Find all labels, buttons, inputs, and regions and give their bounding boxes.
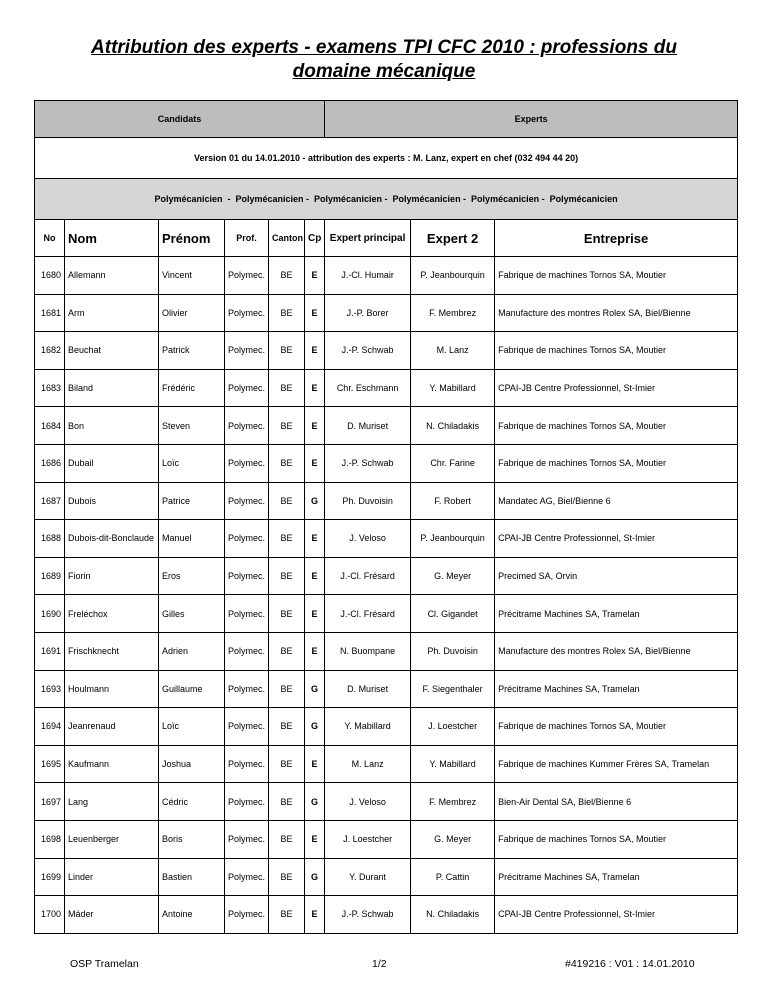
cell-expert-principal: Y. Durant [325, 858, 411, 896]
table-row [35, 332, 738, 370]
cell-entreprise: Fabrique de machines Tornos SA, Moutier [495, 444, 738, 482]
cell-entreprise: Manufacture des montres Rolex SA, Biel/Bienne [495, 294, 738, 332]
cell-canton: BE [269, 257, 305, 295]
cell-expert2: Ph. Duvoisin [411, 632, 495, 670]
cell-nom: Lang [65, 783, 159, 821]
cell-prenom: Joshua [159, 745, 225, 783]
cell-prof: Polymec. [225, 708, 269, 746]
column-header-row [35, 220, 738, 257]
cell-entreprise: Fabrique de machines Tornos SA, Moutier [495, 820, 738, 858]
cell-expert2: Y. Mabillard [411, 745, 495, 783]
cell-canton: BE [269, 896, 305, 934]
cell-expert2: Chr. Farine [411, 444, 495, 482]
cell-canton: BE [269, 708, 305, 746]
cell-cp: G [305, 708, 325, 746]
cell-prenom: Steven [159, 407, 225, 445]
cell-prof: Polymec. [225, 595, 269, 633]
cell-prenom: Vincent [159, 257, 225, 295]
document-title [0, 36, 768, 84]
cell-canton: BE [269, 407, 305, 445]
cell-entreprise: Bien-Air Dental SA, Biel/Bienne 6 [495, 783, 738, 821]
table-row [35, 407, 738, 445]
cell-entreprise: Fabrique de machines Kummer Frères SA, Tramelan [495, 745, 738, 783]
cell-expert-principal: J. Veloso [325, 783, 411, 821]
cell-nom: Kaufmann [65, 745, 159, 783]
table-row [35, 557, 738, 595]
cell-cp: G [305, 783, 325, 821]
cell-entreprise: CPAI-JB Centre Professionnel, St-Imier [495, 520, 738, 558]
cell-prenom: Patrice [159, 482, 225, 520]
cell-entreprise: Précitrame Machines SA, Tramelan [495, 858, 738, 896]
cell-nom: Linder [65, 858, 159, 896]
cell-canton: BE [269, 632, 305, 670]
cell-prenom: Adrien [159, 632, 225, 670]
cell-prenom: Gilles [159, 595, 225, 633]
cell-cp: E [305, 369, 325, 407]
cell-prof: Polymec. [225, 632, 269, 670]
col-header-cp: Cp [305, 220, 325, 257]
cell-no: 1686 [35, 444, 65, 482]
cell-no: 1697 [35, 783, 65, 821]
cell-expert2: Cl. Gigandet [411, 595, 495, 633]
cell-cp: E [305, 595, 325, 633]
cell-nom: Beuchat [65, 332, 159, 370]
cell-nom: Houlmann [65, 670, 159, 708]
cell-canton: BE [269, 595, 305, 633]
table-row [35, 896, 738, 934]
cell-expert-principal: Chr. Eschmann [325, 369, 411, 407]
col-header-canton: Canton [269, 220, 305, 257]
table-row [35, 708, 738, 746]
cell-no: 1690 [35, 595, 65, 633]
cell-expert-principal: J.-P. Schwab [325, 896, 411, 934]
cell-canton: BE [269, 783, 305, 821]
cell-nom: Frischknecht [65, 632, 159, 670]
cell-expert2: F. Robert [411, 482, 495, 520]
col-header-prof: Prof. [225, 220, 269, 257]
section-header-row [35, 101, 738, 138]
cell-entreprise: Fabrique de machines Tornos SA, Moutier [495, 257, 738, 295]
cell-prenom: Patrick [159, 332, 225, 370]
cell-no: 1693 [35, 670, 65, 708]
footer-doc-reference: #419216 : V01 : 14.01.2010 [565, 958, 695, 970]
cell-prenom: Loïc [159, 708, 225, 746]
cell-expert-principal: J.-P. Schwab [325, 444, 411, 482]
cell-nom: Allemann [65, 257, 159, 295]
cell-nom: Dubois-dit-Bonclaude [65, 520, 159, 558]
cell-expert2: F. Membrez [411, 783, 495, 821]
cell-prenom: Loïc [159, 444, 225, 482]
cell-canton: BE [269, 557, 305, 595]
cell-no: 1681 [35, 294, 65, 332]
cell-nom: Biland [65, 369, 159, 407]
cell-expert2: N. Chiladakis [411, 407, 495, 445]
cell-prof: Polymec. [225, 783, 269, 821]
cell-prenom: Manuel [159, 520, 225, 558]
cell-canton: BE [269, 332, 305, 370]
cell-entreprise: CPAI-JB Centre Professionnel, St-Imier [495, 369, 738, 407]
cell-cp: E [305, 520, 325, 558]
cell-prof: Polymec. [225, 369, 269, 407]
cell-prof: Polymec. [225, 257, 269, 295]
cell-no: 1695 [35, 745, 65, 783]
cell-expert2: G. Meyer [411, 557, 495, 595]
cell-prenom: Cédric [159, 783, 225, 821]
cell-prenom: Bastien [159, 858, 225, 896]
table-row [35, 482, 738, 520]
cell-prenom: Boris [159, 820, 225, 858]
cell-cp: E [305, 444, 325, 482]
cell-no: 1694 [35, 708, 65, 746]
cell-no: 1689 [35, 557, 65, 595]
version-text: Version 01 du 14.01.2010 - attribution des experts : M. Lanz, expert en chef (032 494 44 20) [35, 138, 738, 179]
cell-cp: E [305, 820, 325, 858]
cell-prof: Polymec. [225, 407, 269, 445]
col-header-entreprise: Entreprise [495, 220, 738, 257]
cell-canton: BE [269, 294, 305, 332]
cell-expert2: M. Lanz [411, 332, 495, 370]
experts-table [34, 100, 738, 934]
cell-expert2: J. Loestcher [411, 708, 495, 746]
cell-entreprise: Precimed SA, Orvin [495, 557, 738, 595]
profession-band-text: Polymécanicien - Polymécanicien - Polymécanicien - Polymécanicien - Polymécanicien - Polymécanicien [154, 194, 618, 204]
cell-no: 1683 [35, 369, 65, 407]
table-row [35, 294, 738, 332]
cell-entreprise: Précitrame Machines SA, Tramelan [495, 595, 738, 633]
cell-expert-principal: J.-Cl. Frésard [325, 595, 411, 633]
col-header-expert2: Expert 2 [411, 220, 495, 257]
cell-cp: E [305, 557, 325, 595]
cell-no: 1688 [35, 520, 65, 558]
cell-nom: Bon [65, 407, 159, 445]
cell-expert-principal: D. Muriset [325, 670, 411, 708]
table-row [35, 369, 738, 407]
cell-expert-principal: N. Buompane [325, 632, 411, 670]
cell-expert2: P. Cattin [411, 858, 495, 896]
cell-cp: G [305, 482, 325, 520]
cell-no: 1700 [35, 896, 65, 934]
table-row [35, 257, 738, 295]
cell-cp: E [305, 407, 325, 445]
cell-prof: Polymec. [225, 670, 269, 708]
cell-prof: Polymec. [225, 294, 269, 332]
profession-band-row [35, 179, 738, 220]
cell-prof: Polymec. [225, 820, 269, 858]
cell-prof: Polymec. [225, 896, 269, 934]
cell-expert-principal: D. Muriset [325, 407, 411, 445]
cell-expert-principal: J.-Cl. Humair [325, 257, 411, 295]
cell-entreprise: Mandatec AG, Biel/Bienne 6 [495, 482, 738, 520]
cell-expert-principal: J.-P. Borer [325, 294, 411, 332]
cell-cp: E [305, 294, 325, 332]
table-row [35, 520, 738, 558]
cell-entreprise: Fabrique de machines Tornos SA, Moutier [495, 332, 738, 370]
cell-expert-principal: M. Lanz [325, 745, 411, 783]
cell-expert-principal: J.-Cl. Frésard [325, 557, 411, 595]
cell-entreprise: Précitrame Machines SA, Tramelan [495, 670, 738, 708]
table-body [35, 257, 738, 934]
cell-expert2: F. Siegenthaler [411, 670, 495, 708]
table-row [35, 444, 738, 482]
cell-expert2: P. Jeanbourquin [411, 520, 495, 558]
cell-canton: BE [269, 820, 305, 858]
cell-nom: Jeanrenaud [65, 708, 159, 746]
cell-cp: E [305, 332, 325, 370]
cell-entreprise: Manufacture des montres Rolex SA, Biel/Bienne [495, 632, 738, 670]
cell-no: 1691 [35, 632, 65, 670]
cell-prenom: Eros [159, 557, 225, 595]
cell-canton: BE [269, 482, 305, 520]
cell-canton: BE [269, 745, 305, 783]
cell-cp: E [305, 632, 325, 670]
profession-band [35, 179, 738, 220]
cell-prof: Polymec. [225, 557, 269, 595]
cell-prenom: Guillaume [159, 670, 225, 708]
cell-nom: Dubois [65, 482, 159, 520]
cell-cp: G [305, 858, 325, 896]
footer-page-number: 1/2 [372, 958, 387, 970]
table-row [35, 858, 738, 896]
cell-cp: G [305, 670, 325, 708]
table-row [35, 632, 738, 670]
cell-canton: BE [269, 520, 305, 558]
cell-canton: BE [269, 858, 305, 896]
cell-no: 1682 [35, 332, 65, 370]
cell-no: 1680 [35, 257, 65, 295]
cell-nom: Arm [65, 294, 159, 332]
cell-prenom: Antoine [159, 896, 225, 934]
cell-entreprise: Fabrique de machines Tornos SA, Moutier [495, 708, 738, 746]
cell-canton: BE [269, 670, 305, 708]
cell-nom: Leuenberger [65, 820, 159, 858]
cell-entreprise: CPAI-JB Centre Professionnel, St-Imier [495, 896, 738, 934]
cell-prof: Polymec. [225, 858, 269, 896]
cell-expert2: F. Membrez [411, 294, 495, 332]
cell-cp: E [305, 745, 325, 783]
candidats-header: Candidats [35, 101, 325, 138]
cell-expert-principal: J. Loestcher [325, 820, 411, 858]
cell-no: 1687 [35, 482, 65, 520]
cell-expert2: Y. Mabillard [411, 369, 495, 407]
cell-prof: Polymec. [225, 444, 269, 482]
cell-no: 1699 [35, 858, 65, 896]
col-header-no: No [35, 220, 65, 257]
cell-nom: Dubail [65, 444, 159, 482]
cell-prof: Polymec. [225, 332, 269, 370]
title-line-1: Attribution des experts - examens TPI CFC 2010 : professions du [91, 37, 677, 58]
cell-prenom: Olivier [159, 294, 225, 332]
cell-canton: BE [269, 444, 305, 482]
col-header-expert-principal: Expert principal [325, 220, 411, 257]
cell-nom: Fiorin [65, 557, 159, 595]
cell-cp: E [305, 896, 325, 934]
cell-nom: Mäder [65, 896, 159, 934]
table-row [35, 595, 738, 633]
experts-header: Experts [325, 101, 738, 138]
cell-prenom: Frédéric [159, 369, 225, 407]
cell-expert2: P. Jeanbourquin [411, 257, 495, 295]
cell-expert2: N. Chiladakis [411, 896, 495, 934]
cell-no: 1698 [35, 820, 65, 858]
col-header-nom: Nom [65, 220, 159, 257]
cell-prof: Polymec. [225, 482, 269, 520]
cell-expert-principal: J.-P. Schwab [325, 332, 411, 370]
cell-cp: E [305, 257, 325, 295]
cell-expert-principal: Y. Mabillard [325, 708, 411, 746]
title-line-2: domaine mécanique [292, 61, 476, 82]
cell-prof: Polymec. [225, 520, 269, 558]
table-row [35, 783, 738, 821]
cell-entreprise: Fabrique de machines Tornos SA, Moutier [495, 407, 738, 445]
table-row [35, 820, 738, 858]
table-row [35, 745, 738, 783]
cell-expert2: G. Meyer [411, 820, 495, 858]
cell-expert-principal: J. Veloso [325, 520, 411, 558]
col-header-prenom: Prénom [159, 220, 225, 257]
cell-expert-principal: Ph. Duvoisin [325, 482, 411, 520]
table-row [35, 670, 738, 708]
version-row [35, 138, 738, 179]
footer-left: OSP Tramelan [70, 958, 139, 970]
cell-prof: Polymec. [225, 745, 269, 783]
cell-canton: BE [269, 369, 305, 407]
cell-nom: Freléchox [65, 595, 159, 633]
cell-no: 1684 [35, 407, 65, 445]
